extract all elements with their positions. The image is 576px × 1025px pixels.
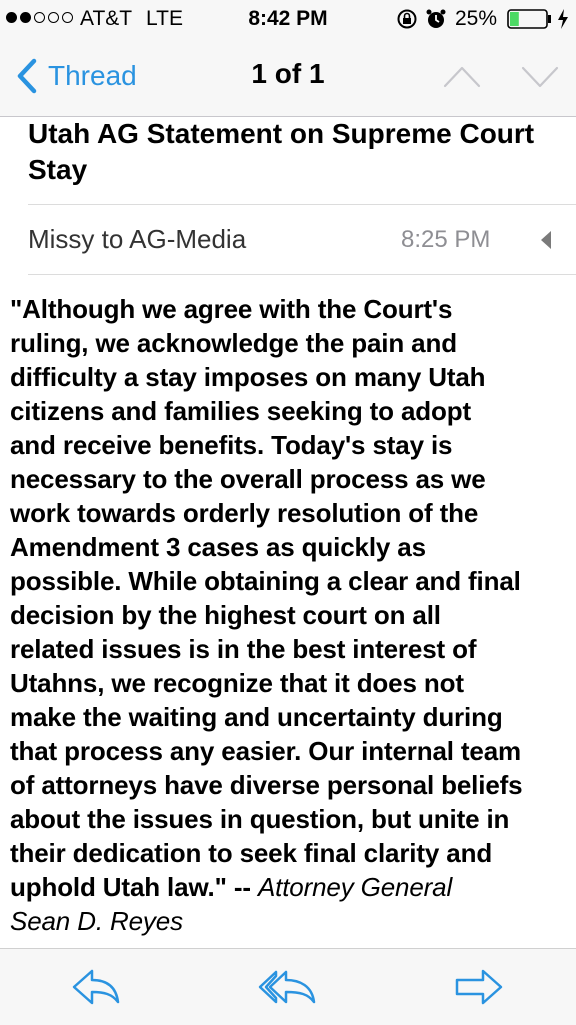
chevron-down-icon[interactable] bbox=[520, 62, 560, 92]
message-signature: Attorney General Sean D. Reyes bbox=[10, 872, 453, 936]
battery-icon bbox=[507, 9, 553, 29]
message-subject: Utah AG Statement on Supreme Court Stay bbox=[28, 118, 535, 185]
divider bbox=[28, 204, 576, 205]
sender-row[interactable] bbox=[28, 206, 576, 274]
message-body-text: "Although we agree with the Court's ruling, we acknowledge the pain and difficulty a stay imposes on many Utah citizens and families seeking to adopt and receive benefits. Today's stay is necessary to the overall process as we work towards orderly resolution of the Amendment 3 cases as quickly as possible. While obtaining a clear and final decision by the highest court on all related issues is in the best interest of Utahns, we recognize that it does not make the waiting and uncertainty during that process any easier. Our internal team of attorneys have diverse personal beliefs about the issues in question, but unite in their dedication to seek final clarity and uphold Utah law." -- bbox=[10, 294, 523, 902]
message-body bbox=[10, 292, 576, 938]
sent-time: 8:25 PM bbox=[401, 226, 491, 253]
status-time: 8:42 PM bbox=[248, 7, 328, 30]
forward-icon[interactable] bbox=[455, 967, 503, 1007]
charging-bolt-icon bbox=[556, 8, 570, 30]
status-bar bbox=[0, 0, 576, 38]
expand-details-icon[interactable] bbox=[539, 230, 553, 250]
back-label: Thread bbox=[48, 60, 137, 91]
divider bbox=[28, 274, 576, 275]
sender-label: Missy to AG-Media bbox=[28, 224, 247, 254]
carrier-label: AT&T bbox=[80, 7, 133, 30]
thread-position: 1 of 1 bbox=[251, 58, 325, 89]
navigation-bar bbox=[0, 38, 576, 117]
rotation-lock-icon bbox=[396, 8, 418, 30]
bottom-toolbar bbox=[0, 948, 576, 1025]
reply-all-icon[interactable] bbox=[258, 967, 316, 1007]
battery-percent: 25% bbox=[455, 7, 498, 30]
alarm-icon bbox=[425, 8, 447, 30]
chevron-up-icon[interactable] bbox=[442, 62, 482, 92]
reply-icon[interactable] bbox=[72, 967, 120, 1007]
network-type: LTE bbox=[146, 7, 183, 30]
